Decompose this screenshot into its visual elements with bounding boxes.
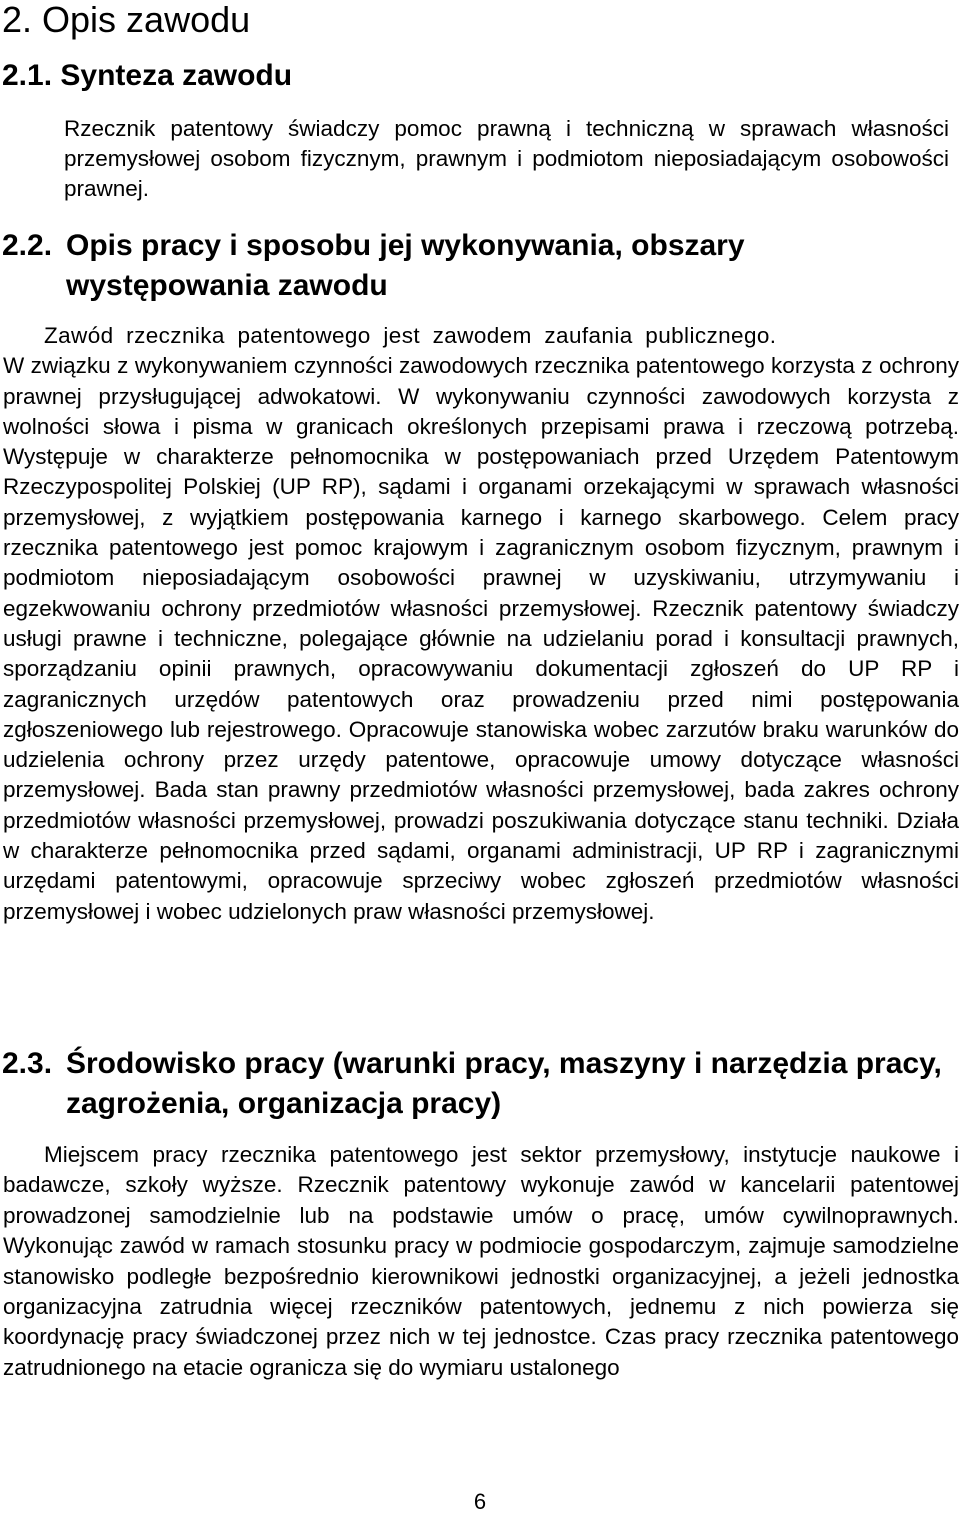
section-2-heading: 2. Opis zawodu	[2, 0, 251, 40]
section-2-3-paragraph: Miejscem pracy rzecznika patentowego jest sektor przemysłowy, instytucje naukowe i badawcze, szkoły wyższe. Rzecznik patentowy wykonuje zawód w kancelarii patentowej prowadzonej samodzielnie lub na podstawie umów o pracę, umów cywilnoprawnych. Wykonując zawód w ramach stosunku pracy w podmiocie gospodarczym, zajmuje samodzielne stanowisko podległe bezpośrednio kierownikowi jednostki organizacyjnej, a jeżeli jednostka organizacyjna zatrudnia więcej rzeczników patentowych, jednemu z nich powierza się koordynację pracy świadczonej przez nich w tej jednostce. Czas pracy rzecznika patentowego zatrudnionego na etacie ogranicza się do wymiaru ustalonego	[3, 1142, 959, 1380]
section-2-3-title: Środowisko pracy (warunki pracy, maszyny i narzędzia pracy, zagrożenia, organizacja pracy)	[66, 1047, 942, 1120]
page-number: 6	[473, 1489, 487, 1514]
section-2-1-paragraph: Rzecznik patentowy świadczy pomoc prawną i techniczną w sprawach własności przemysłowej osobom fizycznym, prawnym i podmiotom nieposiadającym osobowości prawnej.	[64, 116, 949, 201]
section-2-2-number: 2.2.	[2, 229, 53, 262]
section-2-1-heading: 2.1. Synteza zawodu	[2, 59, 293, 92]
section-2-2-paragraph-rest: W związku z wykonywaniem czynności zawodowych rzecznika patentowego korzysta z ochrony prawnej przysługującej adwokatowi. W wykonywaniu czynności zawodowych korzysta z wolności słowa i pisma w granicach określonych przepisami prawa i rzeczową potrzebą. Występuje w charakterze pełnomocnika w postępowaniach przed Urzędem Patentowym Rzeczypospolitej Polskiej (UP RP), sądami i organami orzekającymi w sprawach własności przemysłowej, z wyjątkiem postępowania karnego i karnego skarbowego. Celem pracy rzecznika patentowego jest pomoc krajowym i zagranicznym osobom fizycznym, prawnym i podmiotom nieposiadającym osobowości prawnej w uzyskiwaniu, utrzymywaniu i egzekwowaniu ochrony przedmiotów własności przemysłowej. Rzecznik patentowy świadczy usługi prawne i techniczne, polegające głównie na udzielaniu porad i konsultacji prawnych, sporządzaniu opinii prawnych, opracowywaniu dokumentacji zgłoszeń do UP RP i zagranicznych urzędów patentowych oraz prowadzeniu przed nimi postępowania zgłoszeniowego lub rejestrowego. Opracowuje stanowiska wobec zarzutów braku warunków do udzielenia ochrony przez urzędy patentowe, opracowuje umowy dotyczące własności przemysłowej. Bada stan prawny przedmiotów własności przemysłowej, bada zakres ochrony przedmiotów własności przemysłowej, prowadzi poszukiwania dotyczące stanu techniki. Działa w charakterze pełnomocnika przed sądami, organami administracji, UP RP i zagranicznymi urzędami patentowymi, opracowuje sprzeciwy wobec zgłoszeń przedmiotów własności przemysłowej i wobec udzielonych praw własności przemysłowej.	[3, 353, 959, 924]
section-2-2-paragraph	[3, 321, 959, 927]
section-2-2-title: Opis pracy i sposobu jej wykonywania, obszary występowania zawodu	[66, 229, 745, 302]
section-2-3-number: 2.3.	[2, 1047, 53, 1080]
section-2-2-paragraph-first-line: Zawód rzecznika patentowego jest zawodem zaufania publicznego.	[44, 323, 777, 348]
